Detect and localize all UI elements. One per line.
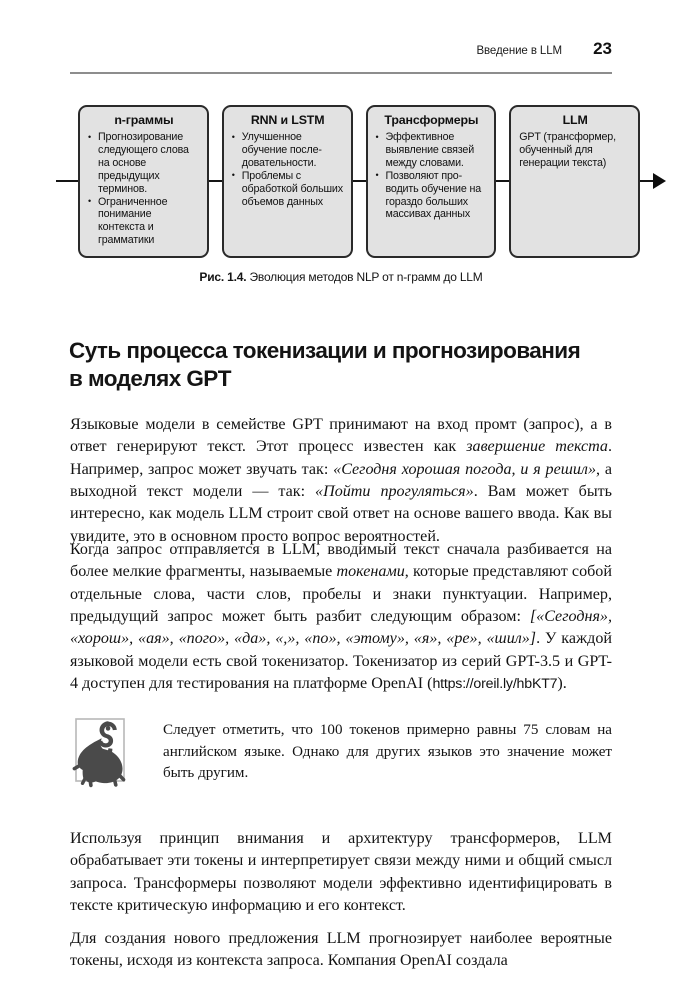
external-link-url[interactable]: https://oreil.ly/hbKT7 (432, 675, 558, 692)
paragraph-text: Когда запрос отправляется в LLM, вводимый текст сначала разбивается на более мелкие фрагменты, называемые (70, 541, 612, 581)
body-paragraph-1 (70, 414, 612, 548)
flow-node-llm (509, 105, 640, 258)
connector-line-3 (496, 180, 509, 183)
figure-caption-text: Эволюция методов NLP от n-грамм до LLM (246, 270, 483, 284)
note-text: Следует отметить, что 100 токенов примерно равны 75 словам на английском языке. Однако для других языков это значение может быть другим. (163, 722, 612, 782)
running-head-title: Введение в LLM (476, 45, 562, 57)
paragraph-text: , которые представляют собой отдельные слова, части слов, пробелы и знаки пунктуации. Например, предыдущий запрос может быть разбит следующим образом: (70, 563, 612, 625)
page-number: 23 (593, 39, 612, 58)
paragraph-text: . Вам может быть интересно, как модель LLM строит свой ответ на основе вашего ввода. Как вы увидите, это в основном просто вопрос вероятностей. (70, 482, 613, 545)
paragraph-text: ). (557, 674, 567, 692)
flow-node-bullet: • Позволяют проводить обучение на гораздо больших массивах данных (376, 170, 488, 221)
section-heading-line-2: в моделях GPT (69, 365, 231, 391)
paragraph-text: Языковые модели в семействе GPT принимают на вход промт (запрос), а в ответ генерируют текст. Этот процесс известен как (70, 416, 612, 456)
flow-node-bullet: • Ограниченное понимание контекста и грамматики (88, 196, 200, 247)
token-list: [«Сегодня», «хорош», «ая», «пого», «да», «,», «по», «этому», «я», «ре», «шил»] (70, 607, 612, 648)
body-paragraph-4: Для создания нового предложения LLM прогнозирует наиболее вероятные токены, исходя из контекста запроса. Компания OpenAI создала (70, 930, 612, 970)
connector-line-1 (209, 180, 222, 183)
connector-line-2 (353, 180, 366, 183)
running-head (70, 40, 612, 64)
arrow-right-icon (653, 173, 666, 189)
emphasis-text: завершение текста (466, 438, 608, 456)
flow-node-body (519, 131, 631, 170)
flow-node-bullet: • Проблемы с обработкой больших объемов данных (232, 170, 344, 209)
section-heading (69, 337, 619, 393)
flow-node-title: LLM (562, 112, 588, 127)
figure-caption-label: Рис. 1.4. (199, 270, 247, 284)
emphasis-text: «Сегодня хорошая погода, и я решил» (333, 460, 596, 478)
flow-node-body (376, 131, 488, 221)
flow-node-body (88, 131, 200, 247)
flow-node-bullet: • Эффективное выявление связей между словами. (376, 131, 488, 170)
flow-node-rnn-lstm (222, 105, 353, 258)
body-paragraph-2 (70, 539, 612, 695)
flow-diagram (56, 102, 666, 260)
figure-1-4 (0, 102, 681, 260)
connector-line-out (640, 180, 653, 183)
flow-node-bullet: • Улучшенное обучение последовательности. (232, 131, 344, 170)
paragraph-text: , а выходной текст модели — так: (70, 460, 612, 500)
paragraph-text: . Например, запрос может звучать так: (70, 438, 613, 478)
note-callout (66, 712, 612, 794)
flow-node-transformers (366, 105, 497, 258)
emphasis-text: «Пойти прогуляться» (315, 482, 474, 500)
flow-node-title: Трансформеры (384, 112, 479, 127)
flow-node-title: RNN и LSTM (250, 112, 325, 127)
flow-node-body (232, 131, 344, 208)
body-paragraph-3: Используя принцип внимания и архитектуру трансформеров, LLM обрабатывает эти токены и интерпретирует связи между ними и общий смысл запроса. Трансформеры позволяют модели эффективно идентифицировать в тексте критическую информацию и его контекст. (70, 830, 612, 914)
section-heading-line-1: Суть процесса токенизации и прогнозирования (69, 337, 581, 363)
flow-node-ngrams (78, 105, 209, 258)
paragraph-text: . У каждой языковой модели есть свой токенизатор. Токенизатор из серий GPT-3.5 и GPT-4 доступен для тестирования на платформе OpenAI ( (70, 630, 612, 692)
flow-node-bullet: • Прогнозирование следующего слова на основе предыдущих терминов. (88, 131, 200, 195)
monkey-mascot-icon (66, 712, 144, 792)
flow-node-text: GPT (трансформер, обученный для генерации текста) (519, 131, 616, 170)
connector-line-in (56, 180, 78, 183)
figure-caption (70, 270, 612, 284)
flow-node-title: n-граммы (114, 112, 174, 127)
emphasis-text: токенами (336, 563, 405, 581)
header-rule (70, 72, 612, 74)
